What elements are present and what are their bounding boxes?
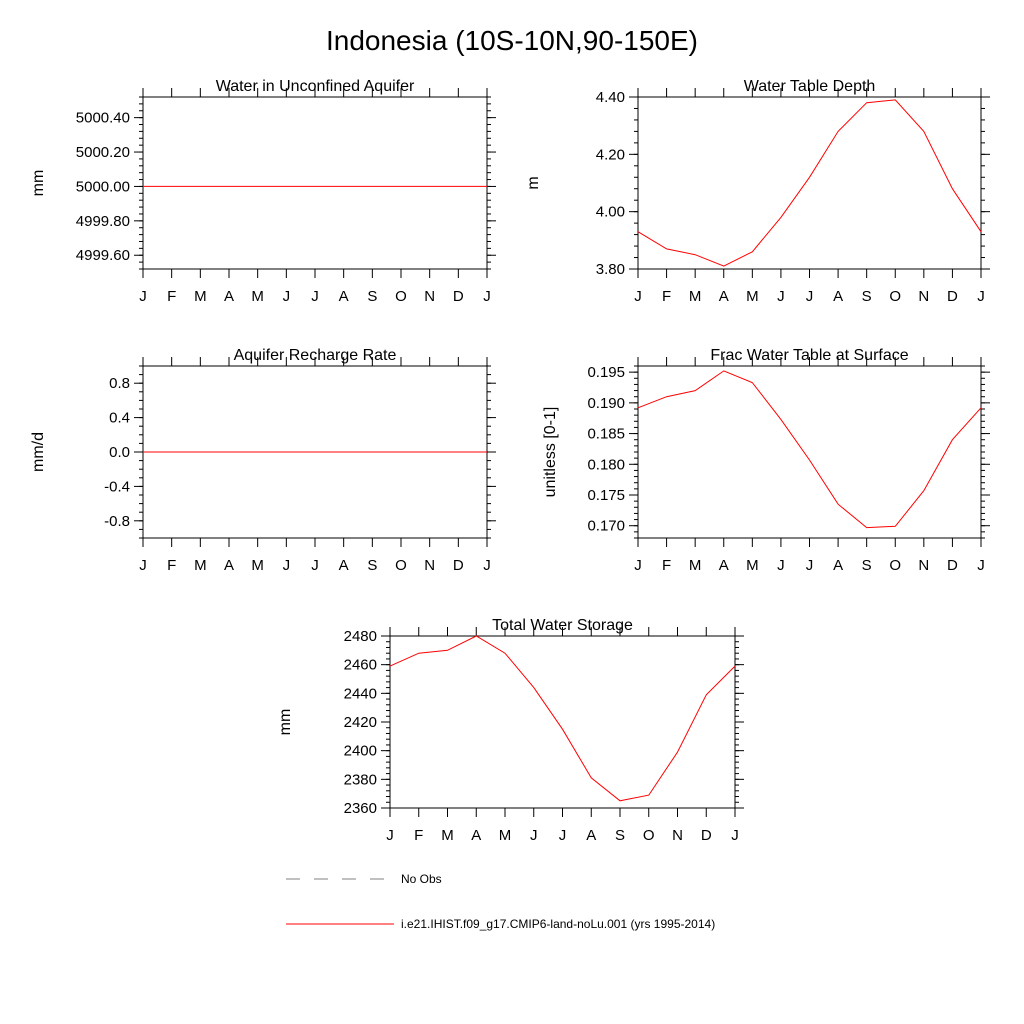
panel-water-in-unconfined-aquifer bbox=[30, 78, 496, 305]
x-tick-label: M bbox=[688, 557, 702, 574]
y-tick-label: 0.8 bbox=[109, 375, 130, 393]
x-tick-label: D bbox=[452, 288, 464, 305]
panel-title: Aquifer Recharge Rate bbox=[233, 347, 397, 364]
x-tick-label: N bbox=[918, 288, 930, 305]
x-tick-label: D bbox=[946, 557, 958, 574]
y-axis-label: unitless [0-1] bbox=[542, 406, 559, 498]
y-tick-label: 5000.40 bbox=[75, 109, 130, 127]
x-tick-label: D bbox=[452, 557, 464, 574]
legend bbox=[286, 872, 715, 931]
y-tick-label: 4999.80 bbox=[75, 212, 130, 230]
y-tick-label: 2360 bbox=[343, 800, 377, 817]
x-tick-label: J bbox=[634, 557, 642, 574]
x-tick-label: S bbox=[614, 827, 626, 844]
x-tick-label: M bbox=[251, 557, 264, 574]
y-tick-label: 2380 bbox=[343, 771, 377, 789]
x-tick-label: O bbox=[642, 827, 655, 844]
y-tick-label: 2460 bbox=[343, 656, 377, 674]
x-tick-label: J bbox=[282, 288, 291, 305]
y-tick-label: 2400 bbox=[343, 742, 377, 760]
x-tick-label: N bbox=[918, 557, 930, 574]
x-tick-label: O bbox=[889, 557, 902, 574]
x-tick-label: A bbox=[833, 288, 844, 305]
x-tick-label: J bbox=[139, 557, 147, 574]
plot-frame bbox=[638, 97, 981, 269]
y-tick-label: 2420 bbox=[343, 714, 377, 731]
x-tick-label: J bbox=[483, 288, 491, 305]
x-tick-label: M bbox=[441, 827, 454, 844]
y-tick-label: 0.175 bbox=[587, 487, 625, 504]
x-tick-label: J bbox=[530, 827, 538, 844]
x-tick-label: O bbox=[395, 288, 407, 305]
x-tick-label: S bbox=[367, 557, 378, 574]
x-tick-label: J bbox=[977, 557, 985, 574]
panel-title: Water in Unconfined Aquifer bbox=[215, 78, 415, 95]
y-axis-label: mm bbox=[277, 708, 294, 736]
y-tick-label: 4.20 bbox=[595, 146, 625, 164]
x-tick-label: A bbox=[338, 288, 349, 305]
x-tick-label: S bbox=[367, 288, 378, 305]
x-tick-label: A bbox=[223, 288, 235, 305]
y-tick-label: 0.0 bbox=[109, 444, 130, 461]
x-tick-label: J bbox=[634, 288, 642, 305]
y-tick-label: 0.4 bbox=[109, 409, 130, 427]
panel-aquifer-recharge-rate bbox=[30, 347, 496, 574]
x-tick-label: M bbox=[746, 557, 759, 574]
x-tick-label: J bbox=[977, 288, 985, 305]
x-tick-label: S bbox=[861, 557, 872, 574]
x-tick-label: J bbox=[311, 557, 319, 574]
y-tick-label: 0.195 bbox=[587, 364, 625, 382]
legend-no-obs-label: No Obs bbox=[401, 872, 442, 886]
panel-water-table-depth bbox=[525, 78, 990, 305]
y-tick-label: 4.00 bbox=[595, 203, 625, 221]
x-tick-label: M bbox=[251, 288, 264, 305]
plot-frame bbox=[390, 636, 735, 808]
x-tick-label: J bbox=[282, 557, 291, 574]
y-tick-label: 5000.20 bbox=[75, 144, 130, 162]
x-tick-label: O bbox=[395, 557, 407, 574]
x-tick-label: A bbox=[223, 557, 235, 574]
x-tick-label: J bbox=[558, 827, 567, 844]
x-tick-label: J bbox=[386, 827, 394, 844]
x-tick-label: F bbox=[167, 557, 177, 574]
x-tick-label: J bbox=[311, 288, 319, 305]
x-tick-label: J bbox=[805, 557, 814, 574]
panel-title: Total Water Storage bbox=[492, 617, 633, 634]
x-tick-label: F bbox=[167, 288, 177, 305]
x-tick-label: M bbox=[746, 288, 759, 305]
figure-title: Indonesia (10S-10N,90-150E) bbox=[325, 25, 699, 56]
panel-total-water-storage bbox=[277, 617, 744, 844]
y-tick-label: 4.40 bbox=[595, 89, 625, 106]
x-tick-label: F bbox=[661, 557, 672, 574]
y-axis-label: mm/d bbox=[30, 432, 47, 472]
x-tick-label: J bbox=[777, 557, 785, 574]
y-axis-label: mm bbox=[30, 169, 47, 197]
x-tick-label: M bbox=[194, 557, 207, 574]
y-tick-label: 4999.60 bbox=[75, 247, 130, 265]
x-tick-label: A bbox=[718, 288, 729, 305]
x-tick-label: S bbox=[861, 288, 872, 305]
x-tick-label: M bbox=[498, 827, 512, 844]
legend-model-label: i.e21.IHIST.f09_g17.CMIP6-land-noLu.001 (yrs 1995-2014) bbox=[401, 917, 716, 931]
y-tick-label: 2440 bbox=[343, 685, 377, 703]
x-tick-label: M bbox=[688, 288, 702, 305]
y-tick-label: 0.190 bbox=[587, 394, 625, 412]
x-tick-label: F bbox=[661, 288, 672, 305]
panel-frac-water-table-at-surface bbox=[542, 347, 990, 574]
y-tick-label: 3.80 bbox=[595, 261, 625, 278]
series-line bbox=[390, 636, 735, 801]
series-line bbox=[638, 371, 981, 528]
y-tick-label: 5000.00 bbox=[75, 178, 130, 196]
plot-frame bbox=[143, 97, 487, 269]
x-tick-label: F bbox=[414, 827, 424, 844]
x-tick-label: A bbox=[338, 557, 349, 574]
x-tick-label: N bbox=[424, 557, 436, 574]
x-tick-label: M bbox=[194, 288, 207, 305]
y-tick-label: 0.185 bbox=[587, 425, 625, 443]
y-tick-label: -0.4 bbox=[104, 478, 130, 496]
panel-title: Frac Water Table at Surface bbox=[710, 347, 909, 364]
x-tick-label: N bbox=[424, 288, 436, 305]
x-tick-label: A bbox=[586, 827, 597, 844]
x-tick-label: D bbox=[700, 827, 712, 844]
y-tick-label: 0.170 bbox=[587, 517, 625, 535]
x-tick-label: J bbox=[805, 288, 814, 305]
x-tick-label: J bbox=[731, 827, 739, 844]
series-line bbox=[638, 100, 981, 266]
x-tick-label: A bbox=[471, 827, 482, 844]
x-tick-label: J bbox=[777, 288, 785, 305]
x-tick-label: O bbox=[889, 288, 902, 305]
x-tick-label: J bbox=[483, 557, 491, 574]
y-tick-label: 0.180 bbox=[587, 456, 625, 474]
x-tick-label: A bbox=[718, 557, 729, 574]
x-tick-label: J bbox=[139, 288, 147, 305]
panel-title: Water Table Depth bbox=[743, 78, 876, 95]
y-tick-label: -0.8 bbox=[104, 512, 130, 530]
x-tick-label: D bbox=[946, 288, 958, 305]
x-tick-label: N bbox=[672, 827, 683, 844]
y-axis-label: m bbox=[525, 176, 542, 190]
y-tick-label: 2480 bbox=[343, 628, 377, 645]
x-tick-label: A bbox=[833, 557, 844, 574]
